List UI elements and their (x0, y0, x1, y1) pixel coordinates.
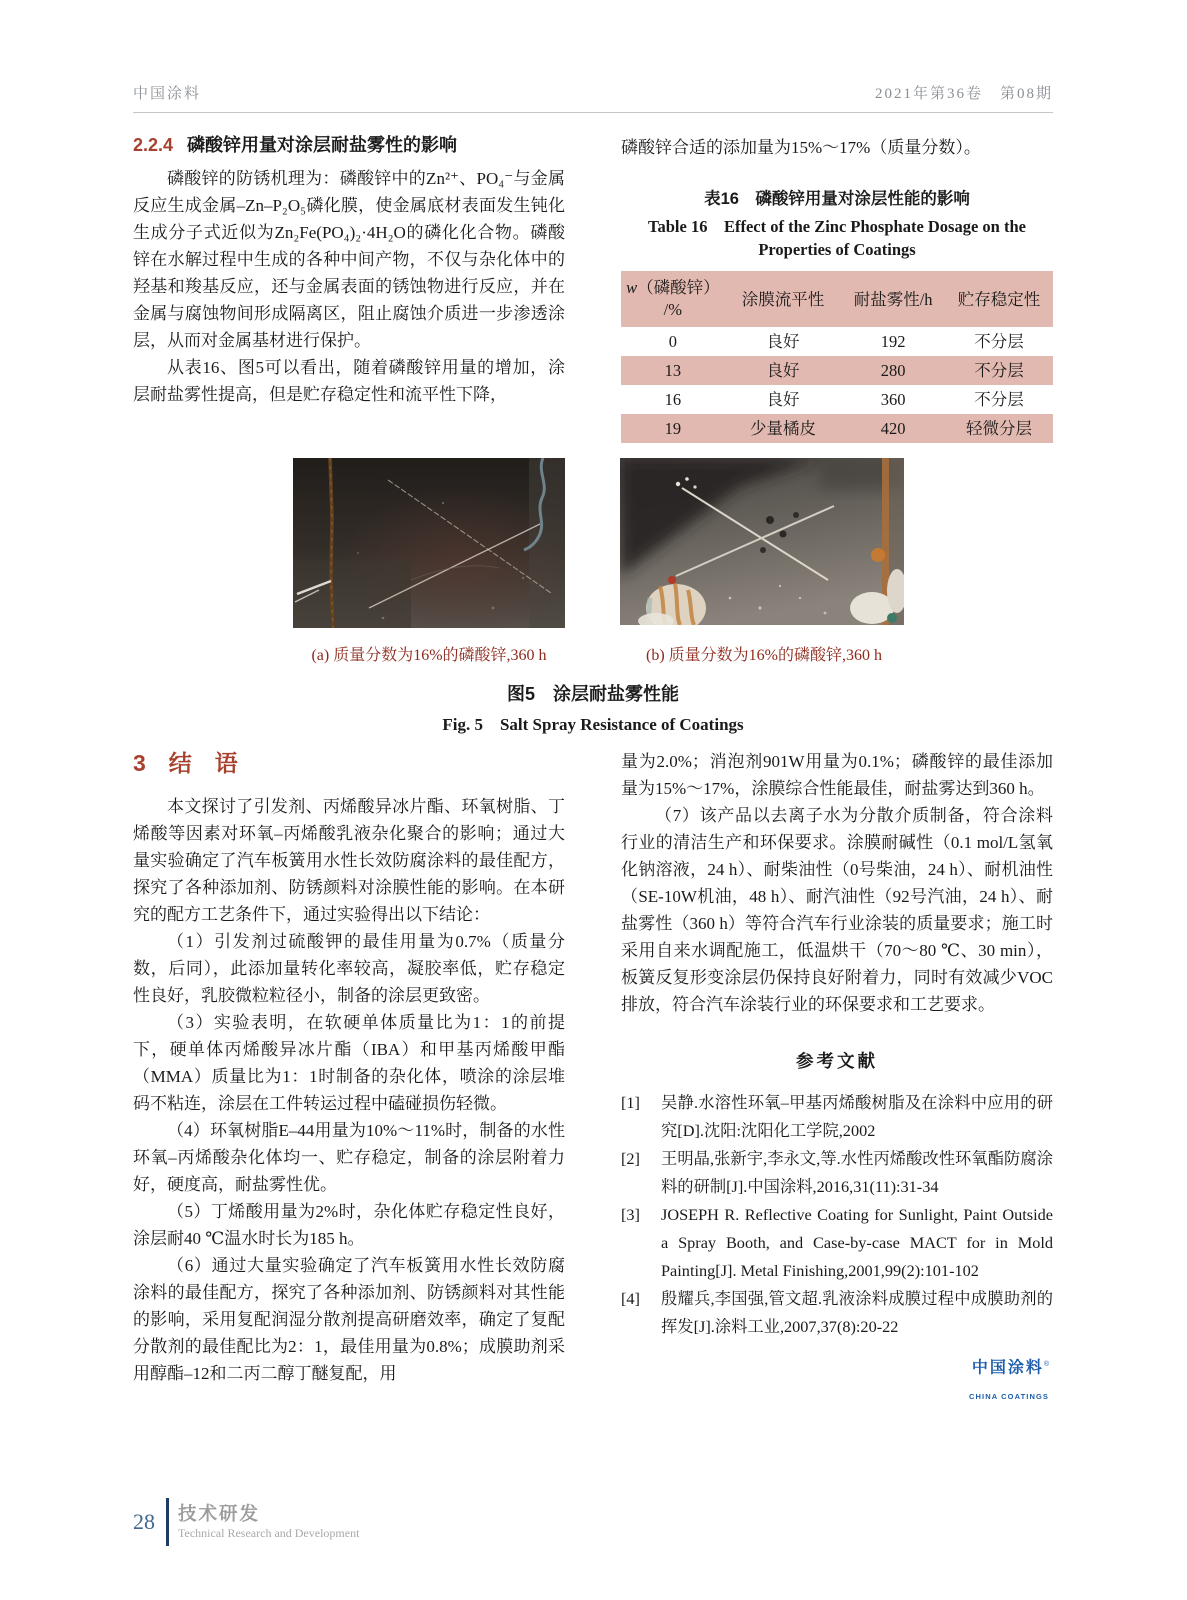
paragraph: （7）该产品以去离子水为分散介质制备，符合涂料行业的清洁生产和环保要求。涂膜耐碱性（0.1 mol/L氢氧化钠溶液，24 h）、耐柴油性（0号柴油，24 h）、耐机油性（SE-10W机油，48 h）、耐汽油性（92号汽油，24 h）、耐盐雾性（360 h）等符合汽车行业涂装的质量要求；施工时采用自来水调配施工，低温烘干（70～80 ℃、30 min），板簧反复形变涂层仍保持良好附着力，同时有效减少VOC排放，符合汽车涂装行业的环保要求和工艺要求。 (621, 806, 1053, 1014)
reference-text: JOSEPH R. Reflective Coating for Sunlight, Paint Outside a Spray Booth, and Case-by-case MACT for in Mold Painting[J]. Metal Finishing,2001,99(2):101-102 (661, 1205, 1053, 1280)
salt-spray-panel-b-image (620, 458, 904, 625)
reference-label: [3] (621, 1205, 640, 1224)
cell: 360 (880, 390, 906, 409)
paragraph: （5）丁烯酸用量为2%时，杂化体贮存稳定性良好，涂层耐40 ℃温水时长为185 h。 (133, 1202, 565, 1248)
section-224-number: 2.2.4 (133, 135, 174, 155)
cell: 19 (664, 419, 682, 438)
table-header-storage: 贮存稳定性 (957, 289, 1041, 309)
right-column-bottom (621, 748, 1053, 1410)
w-symbol: w (626, 278, 638, 297)
figure5-photo-b (620, 458, 904, 625)
table16-title-en-line1: Table 16 Effect of the Zinc Phosphate Dosage on the (648, 217, 1026, 236)
figure5-area (133, 456, 1053, 766)
table16-block (621, 187, 1053, 443)
cell: 不分层 (974, 361, 1024, 380)
paragraph: （3）实验表明，在软硬单体质量比为1：1的前提下，硬单体丙烯酸异冰片酯（IBA）和甲基丙烯酸甲酯（MMA）质量比为1：1时制备的杂化体，喷涂的涂层堆码不粘连，涂层在工件转运过程中磕碰损伤轻微。 (133, 1013, 565, 1113)
footer-section-cn: 技术研发 (178, 1503, 261, 1524)
table-row (621, 414, 1053, 443)
reference-label: [4] (621, 1289, 640, 1308)
section-224-title: 磷酸锌用量对涂层耐盐雾性的影响 (187, 135, 458, 155)
footer-section-en: Technical Research and Development (178, 1526, 360, 1540)
cell: 280 (880, 361, 906, 380)
logo-en-text: CHINA COATINGS (969, 1391, 1049, 1401)
page-header (133, 82, 1053, 113)
figure5-caption-a: (a) 质量分数为16%的磷酸锌,360 h (311, 647, 547, 664)
reference-label: [2] (621, 1149, 640, 1168)
table-row (621, 356, 1053, 385)
cell: 轻微分层 (965, 419, 1032, 438)
reference-item (621, 1201, 1053, 1285)
paragraph: 本文探讨了引发剂、丙烯酸异冰片酯、环氧树脂、丁烯酸等因素对环氧–丙烯酸乳液杂化聚合的影响；通过大量实验确定了汽车板簧用水性长效防腐涂料的最佳配方，探究了各种添加剂、防锈颜料对涂膜性能的影响。在本研究的配方工艺条件下，通过实验得出以下结论： (133, 797, 565, 924)
dosage-unit: /% (663, 300, 682, 319)
reference-label: [1] (621, 1093, 640, 1112)
paragraph: 磷酸锌的防锈机理为：磷酸锌中的Zn²⁺、PO₄⁻与金属反应生成金属–Zn–P₂O₅磷化膜，使金属底材表面发生钝化生成分子式近似为Zn₂Fe(PO₄)₂·4H₂O的磷化化合物。磷酸锌在水解过程中生成的各种中间产物，不仅与杂化体中的羟基和羧基反应，还与金属表面的锈蚀物进行反应，并在金属与腐蚀物间形成隔离区，阻止腐蚀介质进一步渗透涂层，从而对金属基材进行保护。 (133, 169, 565, 350)
journal-name: 中国涂料 (133, 86, 202, 102)
table-header-dosage (621, 271, 725, 327)
right-column-top (621, 134, 1053, 443)
cell: 不分层 (974, 332, 1024, 351)
references-heading: 参考文献 (796, 1051, 878, 1071)
table-header-leveling: 涂膜流平性 (741, 289, 825, 309)
logo-cn-text: 中国涂料 (971, 1359, 1044, 1377)
table16-title-en (621, 215, 1053, 261)
page-number: 28 (133, 1509, 155, 1534)
paragraph: （6）通过大量实验确定了汽车板簧用水性长效防腐涂料的最佳配方，探究了各种添加剂、防锈颜料对其性能的影响，采用复配润湿分散剂提高研磨效率，确定了复配分散剂的最佳配比为2：1，最佳用量为0.8%；成膜助剂采用醇酯–12和二丙二醇丁醚复配，用 (133, 1256, 565, 1383)
left-column-bottom (133, 746, 565, 1387)
figure5-title-cn: 图5 涂层耐盐雾性能 (506, 684, 679, 704)
paragraph: （4）环氧树脂E–44用量为10%～11%时，制备的水性环氧–丙烯酸杂化体均一、贮存稳定，制备的涂层附着力好，硬度高，耐盐雾性优。 (133, 1121, 565, 1194)
dosage-label: （磷酸锌） (637, 278, 720, 297)
cell: 16 (664, 390, 682, 409)
cell: 192 (880, 332, 906, 351)
reference-text: 王明晶,张新宇,李永文,等.水性丙烯酸改性环氧酯防腐涂料的研制[J].中国涂料,2016,31(11):31-34 (661, 1149, 1053, 1196)
paragraph: 磷酸锌合适的添加量为15%～17%（质量分数）。 (621, 138, 981, 157)
table16-title-cn: 表16 磷酸锌用量对涂层性能的影响 (704, 190, 970, 208)
section-3-heading: 3 结 语 (133, 750, 238, 776)
reference-item (621, 1145, 1053, 1201)
table-row (621, 327, 1053, 356)
cell: 少量橘皮 (749, 419, 816, 438)
footer-divider (166, 1498, 169, 1546)
table16-title-en-line2: Properties of Coatings (758, 240, 916, 259)
reference-text: 殷耀兵,李国强,管文超.乳液涂料成膜过程中成膜助剂的挥发[J].涂料工业,2007,37(8):20-22 (661, 1289, 1053, 1336)
reference-item (621, 1089, 1053, 1145)
figure5-caption-b: (b) 质量分数为16%的磷酸锌,360 h (646, 647, 882, 664)
china-coatings-logo (621, 1351, 1053, 1410)
paragraph: 从表16、图5可以看出，随着磷酸锌用量的增加，涂层耐盐雾性提高，但是贮存稳定性和流平性下降， (133, 358, 565, 404)
table-header-row (621, 271, 1053, 327)
paragraph: （1）引发剂过硫酸钾的最佳用量为0.7%（质量分数，后同），此添加量转化率较高，凝胶率低，贮存稳定性良好，乳胶微粒粒径小，制备的涂层更致密。 (133, 932, 565, 1005)
cell: 良好 (766, 390, 800, 409)
issue-info: 2021年第36卷 第08期 (874, 86, 1053, 102)
cell: 良好 (766, 332, 800, 351)
registered-mark-icon: ® (1043, 1361, 1049, 1368)
reference-text: 吴静.水溶性环氧–甲基丙烯酸树脂及在涂料中应用的研究[D].沈阳:沈阳化工学院,2002 (661, 1093, 1053, 1140)
cell: 良好 (766, 361, 800, 380)
table16 (621, 271, 1053, 443)
figure5-photo-a (293, 458, 565, 628)
figure5-title-en: Fig. 5 Salt Spray Resistance of Coatings (442, 715, 744, 734)
cell: 0 (668, 332, 677, 351)
cell: 不分层 (974, 390, 1024, 409)
reference-item (621, 1285, 1053, 1341)
left-column-top (133, 132, 565, 408)
table-row (621, 385, 1053, 414)
paragraph: 量为2.0%；消泡剂901W用量为0.1%；磷酸锌的最佳添加量为15%～17%，涂膜综合性能最佳，耐盐雾达到360 h。 (621, 752, 1053, 798)
cell: 420 (880, 419, 906, 438)
page-footer (133, 1498, 359, 1546)
salt-spray-panel-a-image (293, 458, 565, 628)
section-224-heading (133, 132, 565, 158)
cell: 13 (664, 361, 682, 380)
table-header-saltspray: 耐盐雾性/h (853, 289, 933, 309)
